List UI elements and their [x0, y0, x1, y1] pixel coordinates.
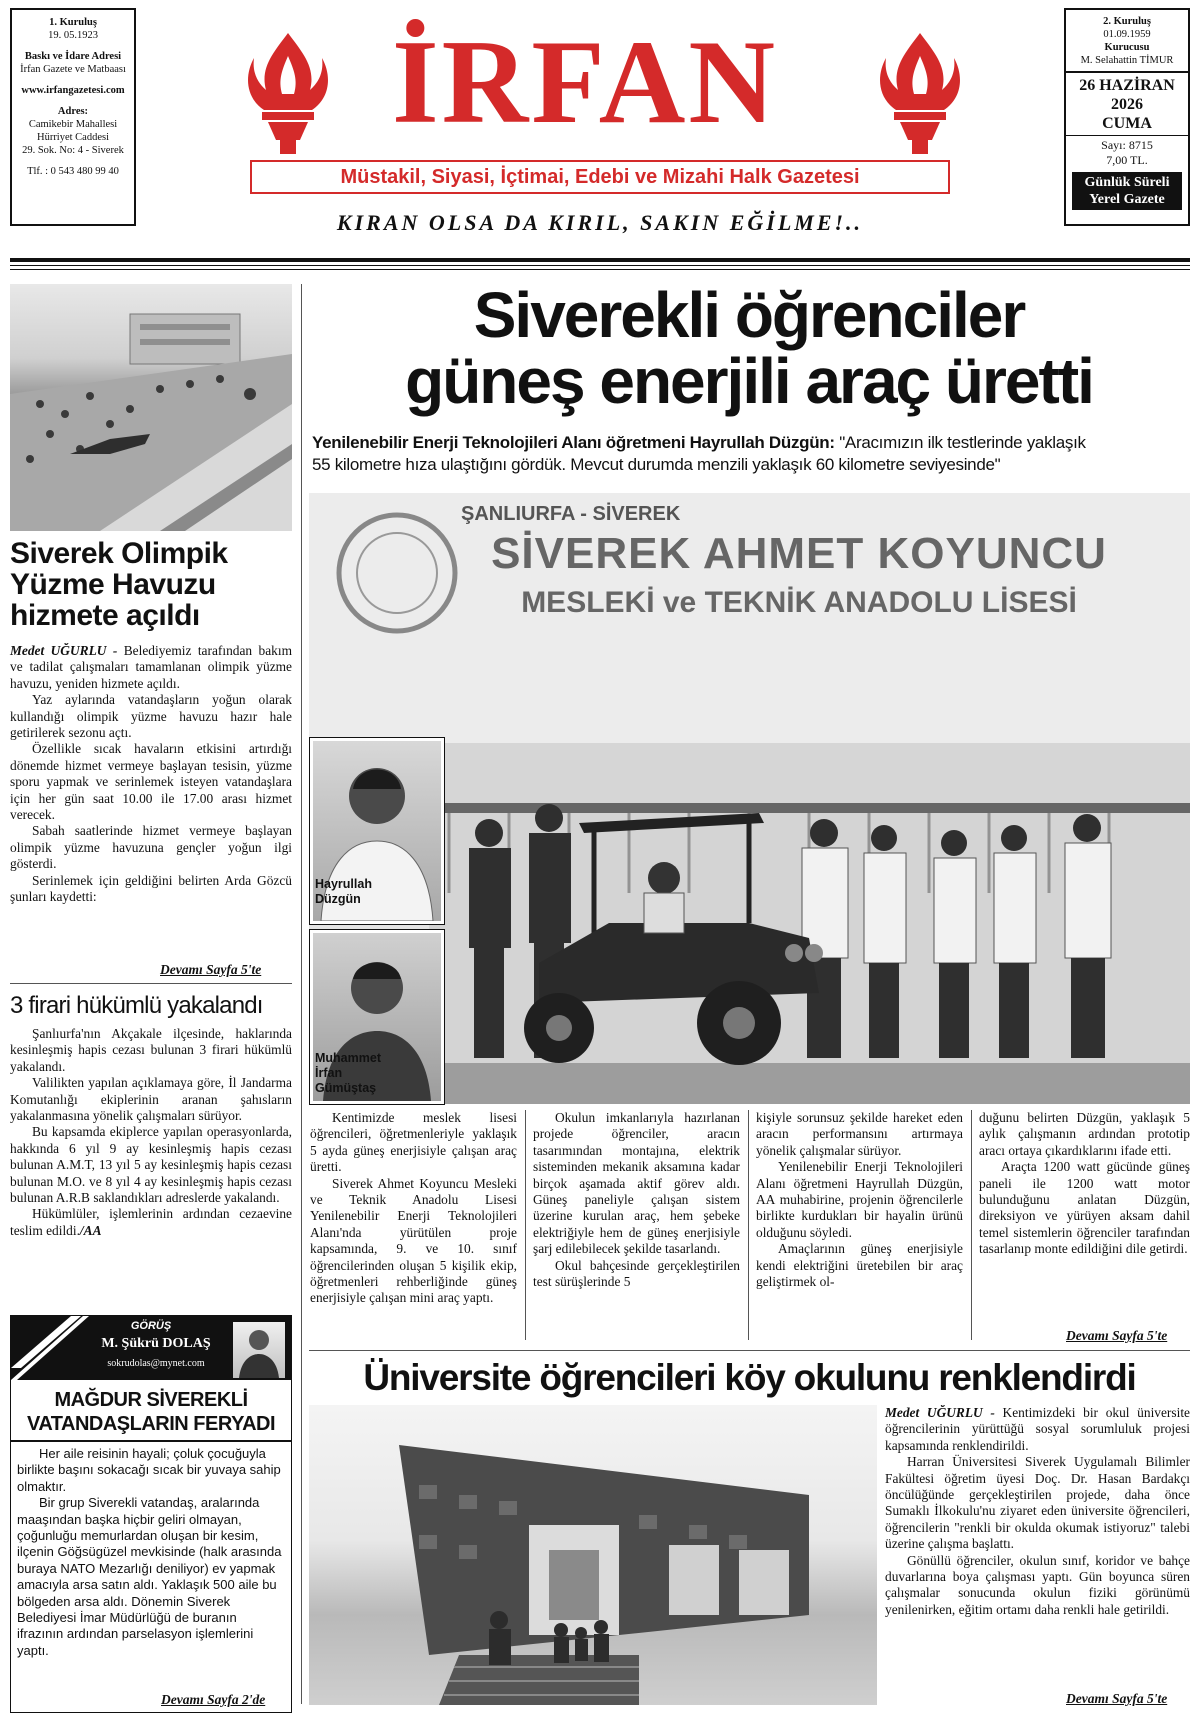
pool-headline [10, 538, 292, 631]
main-deck-quote-2: 55 kilometre hıza ulaştığını gördük. Mevcut durumda menzili yaklaşık 60 kilometre seviyesinde" [312, 455, 1001, 474]
main-deck-quote-1: "Aracımızın ilk testlerinde yaklaşık [834, 433, 1086, 452]
main-col3-paragraph-3: Amaçlarının güneş enerjisiyle kendi elektriğini üretebilen bir araç geliştirmek ol- [756, 1241, 963, 1290]
masthead-rule [10, 258, 1190, 262]
main-col4-paragraph-2: Araçta 1200 watt gücünde güneş paneli ile 1200 watt motor bulunduğunu anlatan Düzgün, direksiyon ve yürüyen aksam dahil temel sistemlerin öğrenciler tarafından tasarlanıp monte edildiğini dile getirdi. [979, 1159, 1190, 1257]
pool-paragraph-1: Belediyemiz tarafından bakım ve tadilat çalışmaları tamamlanan olimpik yüzme havuzu, yeniden hizmete açıldı. [10, 643, 292, 691]
opinion-paragraph-2: Bir grup Siverekli vatandaş, aralarında maaşından başka hiçbir geliri olmayan, çoğunluğu memurlardan oluşan bir kesim, ilçenin Göğsügüzel mevkisinde (halk arasında buraya NATO Mezarlığı deniliyor) ev yapmak amacıyla arsa satın aldı. Yaklaşık 500 aile bu bölgeden arsa aldı. Dönemin Siverek Belediyesi İmar Müdürlüğü de buranın ifrazının ardından parselasyon işlemlerini yaptı. [17, 1495, 282, 1658]
fugitive-body [10, 1026, 292, 1239]
pool-body [10, 643, 292, 906]
school-byline: Medet UĞURLU - [885, 1405, 995, 1420]
newspaper-subtitle: Müstakil, Siyasi, İçtimai, Edebi ve Mizahi Halk Gazetesi [250, 160, 950, 194]
main-deck-speaker: Yenilenebilir Enerji Teknolojileri Alanı öğretmeni Hayrullah Düzgün: [312, 433, 835, 452]
pool-paragraph-4: Sabah saatlerinde hizmet vermeye başlayan olimpik yüzme havuzuna gençler yoğun ilgi gösterdi. [10, 823, 292, 872]
phone: Tlf. : 0 543 480 99 40 [27, 166, 119, 177]
school-headline: Üniversite öğrencileri köy okulunu renklendirdi [363, 1357, 1136, 1398]
pool-paragraph-5: Serinlemek için geldiğini belirten Arda Gözcü şunları kaydetti: [10, 872, 292, 905]
opinion-body [17, 1446, 285, 1659]
address-title: Adres: [57, 106, 89, 117]
masthead-left-box [10, 8, 136, 226]
student-caption-line-3: Gümüştaş [315, 1081, 377, 1095]
founding-label: 1. Kuruluş [49, 17, 97, 28]
masthead-right-box [1064, 8, 1190, 226]
newspaper-motto: KIRAN OLSA DA KIRIL, SAKIN EĞİLME!.. [336, 210, 864, 235]
fugitive-headline: 3 firari hükümlü yakalandı [10, 992, 263, 1019]
opinion-headline [11, 1388, 291, 1436]
main-col-divider-3 [971, 1110, 972, 1340]
opinion-label: GÖRÜŞ [130, 1320, 172, 1332]
student-caption-line-2: İrfan [315, 1066, 343, 1080]
main-headline [308, 279, 1190, 417]
pool-headline-line-1: Siverek Olimpik [10, 537, 228, 570]
school-sign-line-2: SİVEREK AHMET KOYUNCU [491, 529, 1107, 578]
founding-date: 19. 05.1923 [48, 30, 98, 41]
pool-paragraph-3: Özellikle sıcak havaların etkisini artırdığı dönemde hizmet vermeye başlayan tesisin, yüzme sporu yapmak ve serinlemek isteyen vatandaşlara için her gün saat 10.00 ile 17.00 arası hizmet verecek. [10, 741, 292, 823]
opinion-paragraph-1: Her aile reisinin hayali; çoluk çocuğuyla birlikte başını sokacağı sıcak bir yuvaya sahip olmaktır. [17, 1446, 281, 1494]
student-caption [315, 1051, 381, 1096]
school-sign-line-3: MESLEKİ ve TEKNİK ANADOLU LİSESİ [521, 586, 1077, 619]
badge-line-2: Yerel Gazete [1089, 192, 1165, 207]
print-address-title: Baskı ve İdare Adresi [24, 51, 122, 62]
school-continued-link[interactable]: Devamı Sayfa 5'te [1066, 1691, 1168, 1706]
main-headline-line-1: Siverekli öğrenciler [473, 279, 1025, 351]
badge-line-1: Günlük Süreli [1084, 175, 1170, 190]
address-line-1: Camikebir Mahallesi [28, 119, 118, 130]
opinion-header [11, 1316, 291, 1380]
founder-title: Kurucusu [1104, 42, 1150, 53]
opinion-continued-link[interactable]: Devamı Sayfa 2'de [161, 1692, 266, 1707]
website[interactable]: www.irfangazetesi.com [21, 85, 125, 96]
torch-icon-left [238, 28, 338, 158]
fugitive-source: /AA [79, 1222, 102, 1238]
main-continued-link[interactable]: Devamı Sayfa 5'te [1066, 1328, 1168, 1343]
pool-paragraph-2: Yaz aylarında vatandaşların yoğun olarak kullandığı olimpik yüzme havuzu hazır hale getirilerek sezonu açtı. [10, 692, 292, 741]
issue-date-year: 2026 [1111, 96, 1143, 113]
main-body-col-1 [310, 1110, 517, 1307]
main-col1-paragraph-1: Kentimizde meslek lisesi öğrencileri, öğretmenleriyle yaklaşık 5 ayda güneş enerjisiyle çalışan araç üretti. [310, 1110, 517, 1175]
opinion-headline-rule [11, 1440, 291, 1442]
opinion-author: M. Şükrü DOLAŞ [101, 1336, 211, 1351]
issue-price: 7,00 TL. [1106, 153, 1148, 167]
pool-divider [10, 983, 292, 984]
teacher-portrait [310, 738, 444, 924]
main-col2-paragraph-1: Okulun imkanlarıyla hazırlanan projede öğrenciler, aracın tasarımından montajına, elektrik sisteminden mekanik aksamına kadar birçok aşamada aktif görev aldı. Güneş paneliyle çalışan sistem üzerine kurulan araç, hem şebeke elektriğiyle hem de güneş enerjisiyle şarj edilebilecek şekilde tasarlandı. [533, 1110, 740, 1257]
header-stripe-decoration [11, 1316, 101, 1380]
school-body [885, 1405, 1190, 1618]
pool-headline-line-2: Yüzme Havuzu [10, 568, 216, 601]
main-deck [312, 432, 1190, 476]
main-col3-paragraph-1: kişiyle sorunsuz şekilde hareket eden aracın performansını artırmaya yönelik çalışmalar sürüyor. [756, 1110, 963, 1158]
pool-continued-link[interactable]: Devamı Sayfa 5'te [160, 962, 262, 977]
student-caption-line-1: Muhammet [315, 1051, 381, 1065]
opinion-email[interactable]: sokrudolas@mynet.com [107, 1358, 205, 1369]
address-line-2: Hürriyet Caddesi [36, 132, 110, 143]
main-body-col-2 [533, 1110, 740, 1290]
main-col4-paragraph-1: duğunu belirten Düzgün, yaklaşık 5 aylık çalışmanın ardından prototip aracı ortaya çıkardıklarını ifade etti. [979, 1110, 1190, 1158]
main-body-col-4 [979, 1110, 1190, 1258]
main-col3-paragraph-2: Yenilenebilir Enerji Teknolojileri Alanı öğretmeni Hayrullah Düzgün, AA muhabirine, projenin öğrencilerle birlikte kurdukları bir hayalin ürünü olduğunu söyledi. [756, 1159, 963, 1240]
second-founding-date: 01.09.1959 [1103, 29, 1151, 40]
main-col-divider-1 [525, 1110, 526, 1340]
student-portrait [310, 930, 444, 1104]
teacher-caption [315, 877, 372, 907]
issue-date-day: 26 HAZİRAN [1079, 77, 1175, 94]
school-sign [449, 501, 1149, 625]
left-column-divider [301, 284, 302, 1704]
main-story-divider [309, 1350, 1190, 1351]
daily-local-badge [1072, 172, 1182, 210]
pool-photo [10, 284, 292, 531]
main-body-col-3 [756, 1110, 963, 1290]
school-paragraph-1: Kentimizdeki bir okul üniversite öğrencilerinin yürüttüğü sosyal sorumluluk projesi kapsamında renklendirildi. [885, 1405, 1190, 1453]
village-school-photo [309, 1405, 877, 1705]
school-paragraph-3: Gönüllü öğrenciler, okulun sınıf, koridor ve bahçe duvarlarına boya çalışması yaptı. Gün boyunca süren çalışmalar sonucunda okulun fiziki görünümü yenilenirken, eğitim ortamı daha renkli hale getirildi. [885, 1552, 1190, 1617]
fugitive-paragraph-3: Bu kapsamda ekiplerce yapılan operasyonlarda, hakkında 6 yıl 9 ay kesinleşmiş hapis cezası bulunan A.M.T, 13 yıl 5 ay kesinleşmiş hapis cezası bulunan M.O. ve 8 yıl 4 ay kesinleşmiş hapis cezası bulunan A.R.B saklandıkları adreslerde yakalandı. [10, 1124, 292, 1206]
torch-icon-right [870, 28, 970, 158]
school-sign-line-1: ŞANLIURFA - SİVEREK [461, 503, 681, 525]
opinion-headline-line-2: VATANDAŞLARIN FERYADI [26, 1413, 276, 1435]
print-name: İrfan Gazete ve Matbaası [20, 64, 126, 75]
fugitive-paragraph-4: Hükümlüler, işlemlerinin ardından cezaevine teslim edildi. [10, 1206, 292, 1238]
address-line-3: 29. Sok. No: 4 - Siverek [22, 145, 124, 156]
pool-byline: Medet UĞURLU - [10, 643, 118, 658]
main-col1-paragraph-2: Siverek Ahmet Koyuncu Mesleki ve Teknik Anadolu Lisesi Yenilenebilir Enerji Teknolojileri Alanı'nda yürütülen proje kapsamında, 9. ve 10. sınıf öğrencilerinden oluşan 5 kişilik ekip, öğretmenleri rehberliğinde güneş enerjisiyle çalışan mini araç yaptı. [310, 1175, 517, 1306]
main-headline-line-2: güneş enerjili araç üretti [405, 345, 1093, 417]
fugitive-paragraph-1: Şanlıurfa'nın Akçakale ilçesinde, haklarında kesinleşmiş hapis cezası bulunan 3 firari hükümlü yakalandı. [10, 1026, 292, 1074]
masthead-rule-thin-2 [10, 269, 1190, 270]
issue-date-weekday: CUMA [1102, 115, 1152, 132]
masthead-rule-thin [10, 265, 1190, 266]
fugitive-paragraph-2: Valilikten yapılan açıklamaya göre, İl Jandarma Komutanlığı ekiplerinin aranan şahısların yakalanmasına yönelik çalışmaları sürüyor. [10, 1075, 292, 1124]
main-col2-paragraph-2: Okul bahçesinde gerçekleştirilen test sürüşlerinde 5 [533, 1257, 740, 1290]
main-col-divider-2 [748, 1110, 749, 1340]
opinion-column [10, 1315, 292, 1713]
opinion-headline-line-1: MAĞDUR SİVEREKLİ [54, 1389, 248, 1411]
newspaper-title: İRFAN [391, 15, 779, 148]
issue-number: Sayı: 8715 [1101, 138, 1153, 152]
school-paragraph-2: Harran Üniversitesi Siverek Uygulamalı Bilimler Fakültesi öğretim üyesi Doç. Dr. Hasan Bardakçı öncülüğünde gerçekleştirilen projede, daha önce Sumaklı İlkokulu'nu ziyaret eden üniversite öğrencileri, öğrencilerin "renkli bir okulda okumak istiyoruz" talebi üzerine çalışma başlattı. [885, 1454, 1190, 1552]
teacher-caption-line-2: Düzgün [315, 892, 361, 906]
pool-headline-line-3: hizmete açıldı [10, 599, 200, 632]
teacher-caption-line-1: Hayrullah [315, 877, 372, 891]
author-avatar [233, 1322, 285, 1378]
founder-name: M. Selahattin TİMUR [1080, 55, 1174, 66]
second-founding-label: 2. Kuruluş [1103, 16, 1151, 27]
